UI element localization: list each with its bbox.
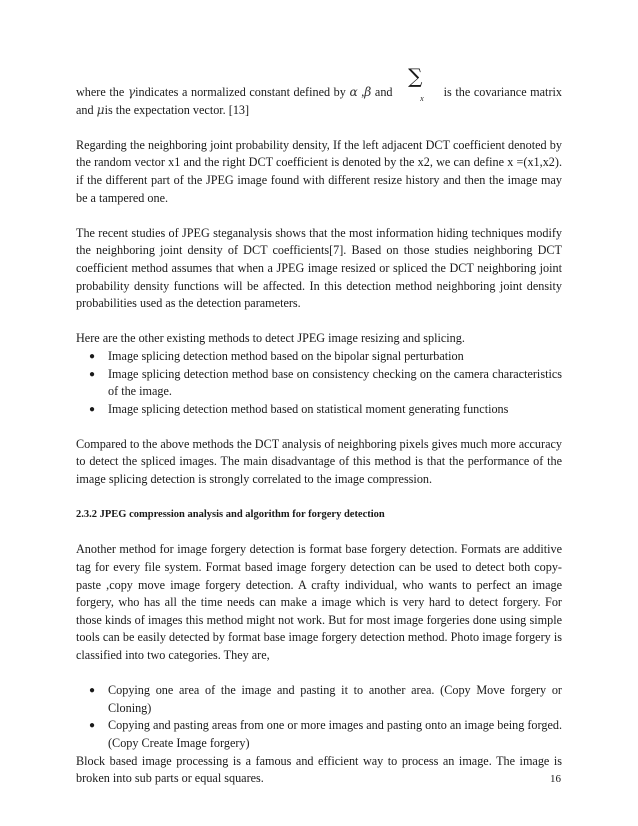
text-run: indicates a normalized constant defined by [135, 85, 350, 99]
text-run: , [357, 85, 365, 99]
paragraph-format-based: Another method for image forgery detection is format base forgery detection. Formats are additive tag for every file system. Format based image forgery detection can be used to detect both copy-paste ,copy move image forgery detection. A crafty individual, who wants to perfect an image forgery, who has all the time needs can make a image which is very hard to detect forgery. For those kinds of images this method might not work. But for most image forgeries done using simple tools can be easily detected by format base image forgery detection method. Photo image forgery is classified into two categories. They are, [76, 542, 562, 662]
text-run: where the [76, 85, 128, 99]
text-run: is the covariance matrix and [76, 85, 562, 117]
forgery-categories-list [76, 682, 562, 752]
text-run: is the expectation vector. [13] [104, 102, 250, 117]
paragraph-covariance [76, 64, 562, 119]
gamma-symbol: γ [127, 85, 136, 99]
bullet-icon: ● [89, 685, 96, 697]
list-item: ● Image splicing detection method based on the bipolar signal perturbation [76, 348, 562, 366]
bullet-icon: ● [89, 350, 96, 362]
paragraph-block-based: Block based image processing is a famous and efficient way to process an image. The image is broken into sub parts or equal squares. [76, 753, 562, 786]
beta-symbol: β [364, 85, 372, 99]
paragraph-steganalysis: The recent studies of JPEG steganalysis shows that the most information hiding techniques modify the neighboring joint density of DCT coefficients[7]. Based on those studies neighboring DCT coefficient method assumes that when a JPEG image resized or spliced the DCT neighboring joint probability density functions will be affected. In this detection method neighboring joint density probabilities used as the detection parameters. [76, 225, 562, 311]
paragraph-comparison: Compared to the above methods the DCT analysis of neighboring pixels gives much more accuracy to detect the spliced images. The main disadvantage of this method is that the performance of the image splicing detection is strongly correlated to the image compression. [76, 436, 562, 487]
page-content [76, 64, 562, 788]
mu-symbol: μ [96, 102, 105, 117]
text-run: and [371, 85, 397, 99]
section-heading: 2.3.2 JPEG compression analysis and algorithm for forgery detection [76, 509, 385, 521]
alpha-symbol: α [349, 85, 358, 99]
existing-methods-list [76, 348, 562, 418]
list-item: ● Image splicing detection method based on statistical moment generating functions [76, 401, 562, 419]
paragraph-joint-density: Regarding the neighboring joint probability density, If the left adjacent DCT coefficient denoted by the random vector x1 and the right DCT coefficient is denoted by the x2, we can define x =(x1,x2). if the different part of the JPEG image found with different resize history and then the image may be a tampered one. [76, 137, 562, 205]
list-item: ● Copying one area of the image and pasting it to another area. (Copy Move forgery or Cloning) [89, 683, 562, 715]
list-item: ● Image splicing detection method base on consistency checking on the camera characteristics of the image. [89, 366, 562, 399]
page-number: 16 [550, 773, 561, 785]
bullet-icon: ● [89, 368, 96, 380]
sigma-symbol: ∑ [408, 64, 423, 88]
paragraph-other-methods-intro: Here are the other existing methods to detect JPEG image resizing and splicing. [76, 331, 465, 346]
sigma-subscript: x [420, 94, 424, 103]
list-item: ● Copying and pasting areas from one or more images and pasting onto an image being forged.(Copy Create Image forgery) [89, 718, 562, 750]
bullet-icon: ● [89, 720, 96, 732]
bullet-icon: ● [89, 403, 96, 415]
sigma-x-symbol [396, 64, 440, 103]
